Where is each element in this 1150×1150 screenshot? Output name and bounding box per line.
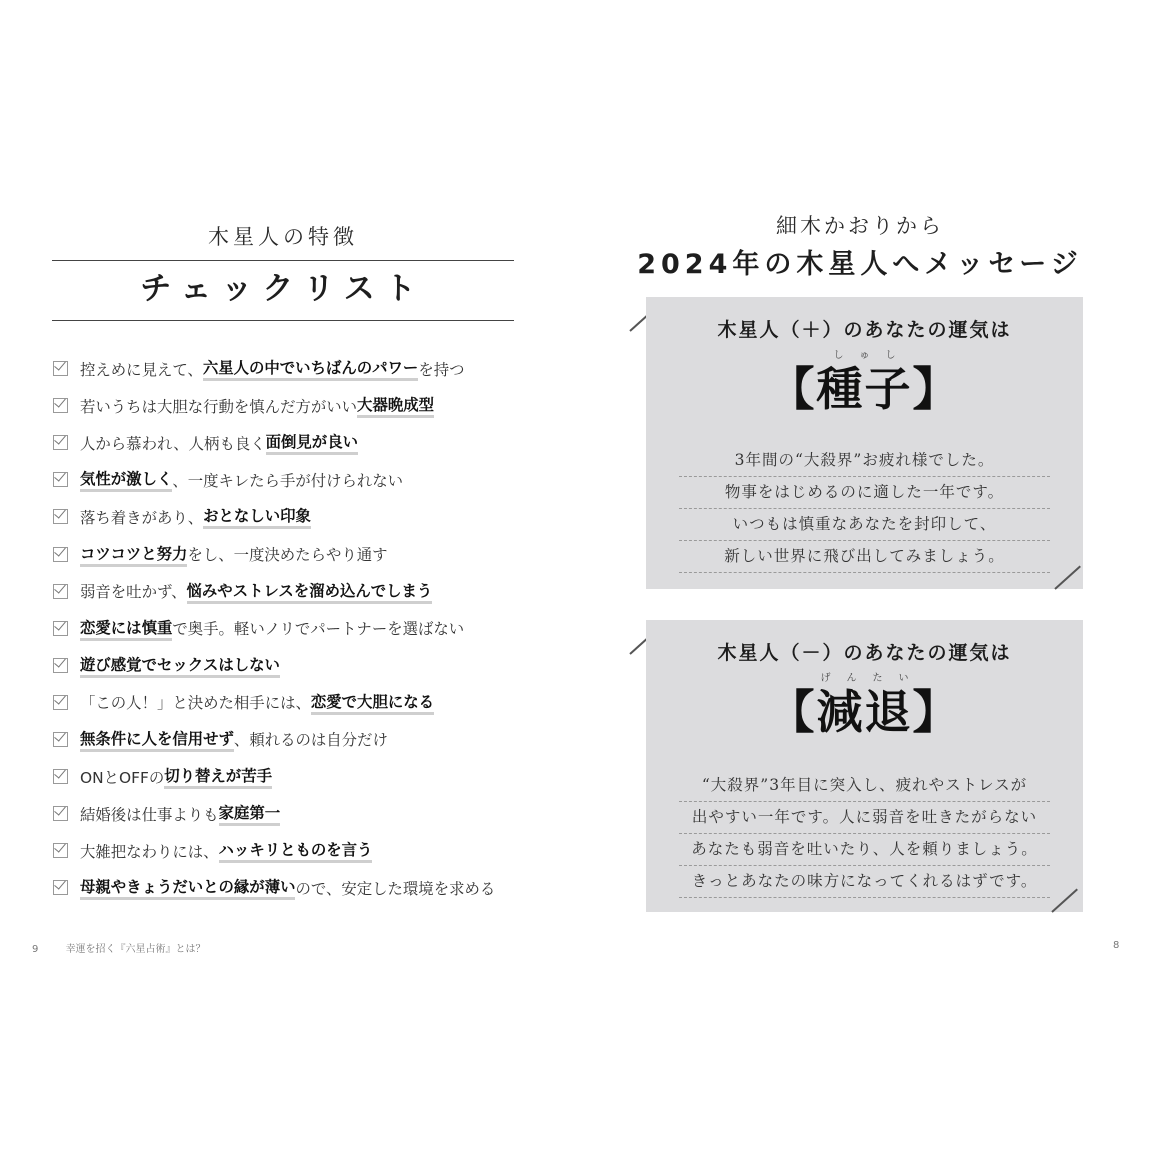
message-line: 物事をはじめるのに適した一年です。 — [679, 477, 1050, 509]
section-subtitle: 木星人の特徴 — [208, 225, 358, 249]
checkbox-icon — [53, 547, 68, 562]
divider-bottom — [52, 320, 514, 321]
running-head: 幸運を招く『六星占術』とは？ — [65, 944, 206, 955]
checklist-item — [53, 869, 553, 906]
checklist-item — [53, 498, 553, 535]
checklist-item — [53, 573, 553, 610]
item-text: ので、安定した環境を求める — [295, 879, 496, 898]
author-line: 細木かおりから — [776, 214, 944, 238]
highlight-text: 母親やきょうだいとの縁が薄い — [80, 875, 295, 900]
highlight-text: 悩みやストレスを溜め込んでしまう — [187, 579, 433, 604]
highlight-text: 切り替えが苦手 — [164, 764, 272, 789]
checkbox-icon — [53, 658, 68, 673]
checkbox-icon — [53, 584, 68, 599]
fortune-word: 【減退】 — [768, 685, 961, 739]
checkbox-icon — [53, 732, 68, 747]
message-line: 出やすい一年です。人に弱音を吐きたがらない — [679, 802, 1050, 834]
card-message — [679, 445, 1050, 573]
checklist-item — [53, 795, 553, 832]
item-text: 結婚後は仕事よりも — [80, 805, 219, 824]
checkbox-icon — [53, 769, 68, 784]
checkbox-icon — [53, 509, 68, 524]
page-number-left: 9 — [32, 944, 39, 955]
checklist-item — [53, 647, 553, 684]
checklist-item — [53, 424, 553, 461]
checklist-item — [53, 350, 553, 387]
message-header — [590, 210, 1130, 283]
fortune-word-block — [646, 672, 1083, 738]
item-text: を持つ — [418, 360, 465, 379]
fortune-word: 【種子】 — [768, 362, 961, 416]
checkbox-icon — [53, 843, 68, 858]
message-line: いつもは慎重なあなたを封印して、 — [679, 509, 1050, 541]
checklist-header — [52, 222, 514, 321]
checkbox-icon — [53, 621, 68, 636]
highlight-text: 気性が激しく — [80, 467, 172, 492]
checklist-item — [53, 758, 553, 795]
item-text: をし、一度決めたらやり通す — [187, 546, 388, 565]
card-message — [679, 770, 1050, 898]
left-footer — [32, 940, 206, 955]
highlight-text: おとなしい印象 — [203, 504, 311, 529]
checklist-item — [53, 461, 553, 498]
checkbox-icon — [53, 695, 68, 710]
checkbox-icon — [53, 806, 68, 821]
checklist-item — [53, 721, 553, 758]
message-line: あなたも弱音を吐いたり、人を頼りましょう。 — [679, 834, 1050, 866]
highlight-text: 大器晩成型 — [357, 393, 434, 418]
item-text: 、一度キレたら手が付けられない — [172, 471, 404, 490]
item-text: 大雑把なわりには、 — [80, 842, 219, 861]
checkbox-icon — [53, 361, 68, 376]
highlight-text: 無条件に人を信用せず — [80, 727, 234, 752]
highlight-text: 家庭第一 — [219, 801, 281, 826]
highlight-text: 恋愛には慎重 — [80, 616, 172, 641]
highlight-text: コツコツと努力 — [80, 542, 187, 567]
item-text: 人から慕われ、人柄も良く — [80, 434, 266, 453]
card-heading: 木星人（－）のあなたの運気は — [717, 642, 1012, 664]
highlight-text: 六星人の中でいちばんのパワー — [203, 356, 418, 381]
checklist-item — [53, 535, 553, 572]
message-line: 新しい世界に飛び出してみましょう。 — [679, 541, 1050, 573]
fortune-ruby: しゅし — [833, 350, 912, 361]
fortune-ruby: げんたい — [820, 673, 925, 684]
item-text: 控えめに見えて、 — [80, 360, 203, 379]
page-number-right: 8 — [1113, 940, 1120, 951]
checklist-item — [53, 610, 553, 647]
fortune-card-minus — [646, 620, 1083, 912]
fortune-word-block — [646, 349, 1083, 415]
message-line: 3年間の“大殺界”お疲れ様でした。 — [679, 445, 1050, 477]
message-line: きっとあなたの味方になってくれるはずです。 — [679, 866, 1050, 898]
message-line: “大殺界”3年目に突入し、疲れやストレスが — [679, 770, 1050, 802]
item-text: ONとOFFの — [80, 768, 165, 787]
item-text: で奥手。軽いノリでパートナーを選ばない — [172, 620, 465, 639]
item-text: 若いうちは大胆な行動を慎んだ方がいい — [80, 397, 358, 416]
checklist-item — [53, 387, 553, 424]
item-text: 落ち着きがあり、 — [80, 508, 204, 527]
card-heading: 木星人（＋）のあなたの運気は — [717, 319, 1012, 341]
checklist-item — [53, 832, 553, 869]
highlight-text: ハッキリとものを言う — [219, 838, 373, 863]
checklist-item — [53, 684, 553, 721]
highlight-text: 遊び感覚でセックスはしない — [80, 653, 280, 678]
message-title: 2024年の木星人へメッセージ — [637, 249, 1083, 280]
checkbox-icon — [53, 435, 68, 450]
highlight-text: 恋愛で大胆になる — [311, 690, 434, 715]
item-text: 弱音を吐かず、 — [80, 583, 187, 602]
checkbox-icon — [53, 398, 68, 413]
highlight-text: 面倒見が良い — [266, 430, 358, 455]
checklist — [53, 350, 553, 906]
item-text: 、頼れるのは自分だけ — [233, 731, 388, 750]
checkbox-icon — [53, 880, 68, 895]
checkbox-icon — [53, 472, 68, 487]
item-text: 「この人！」と決めた相手には、 — [80, 694, 311, 713]
fortune-card-plus — [646, 297, 1083, 589]
section-title: チェックリスト — [140, 271, 426, 307]
